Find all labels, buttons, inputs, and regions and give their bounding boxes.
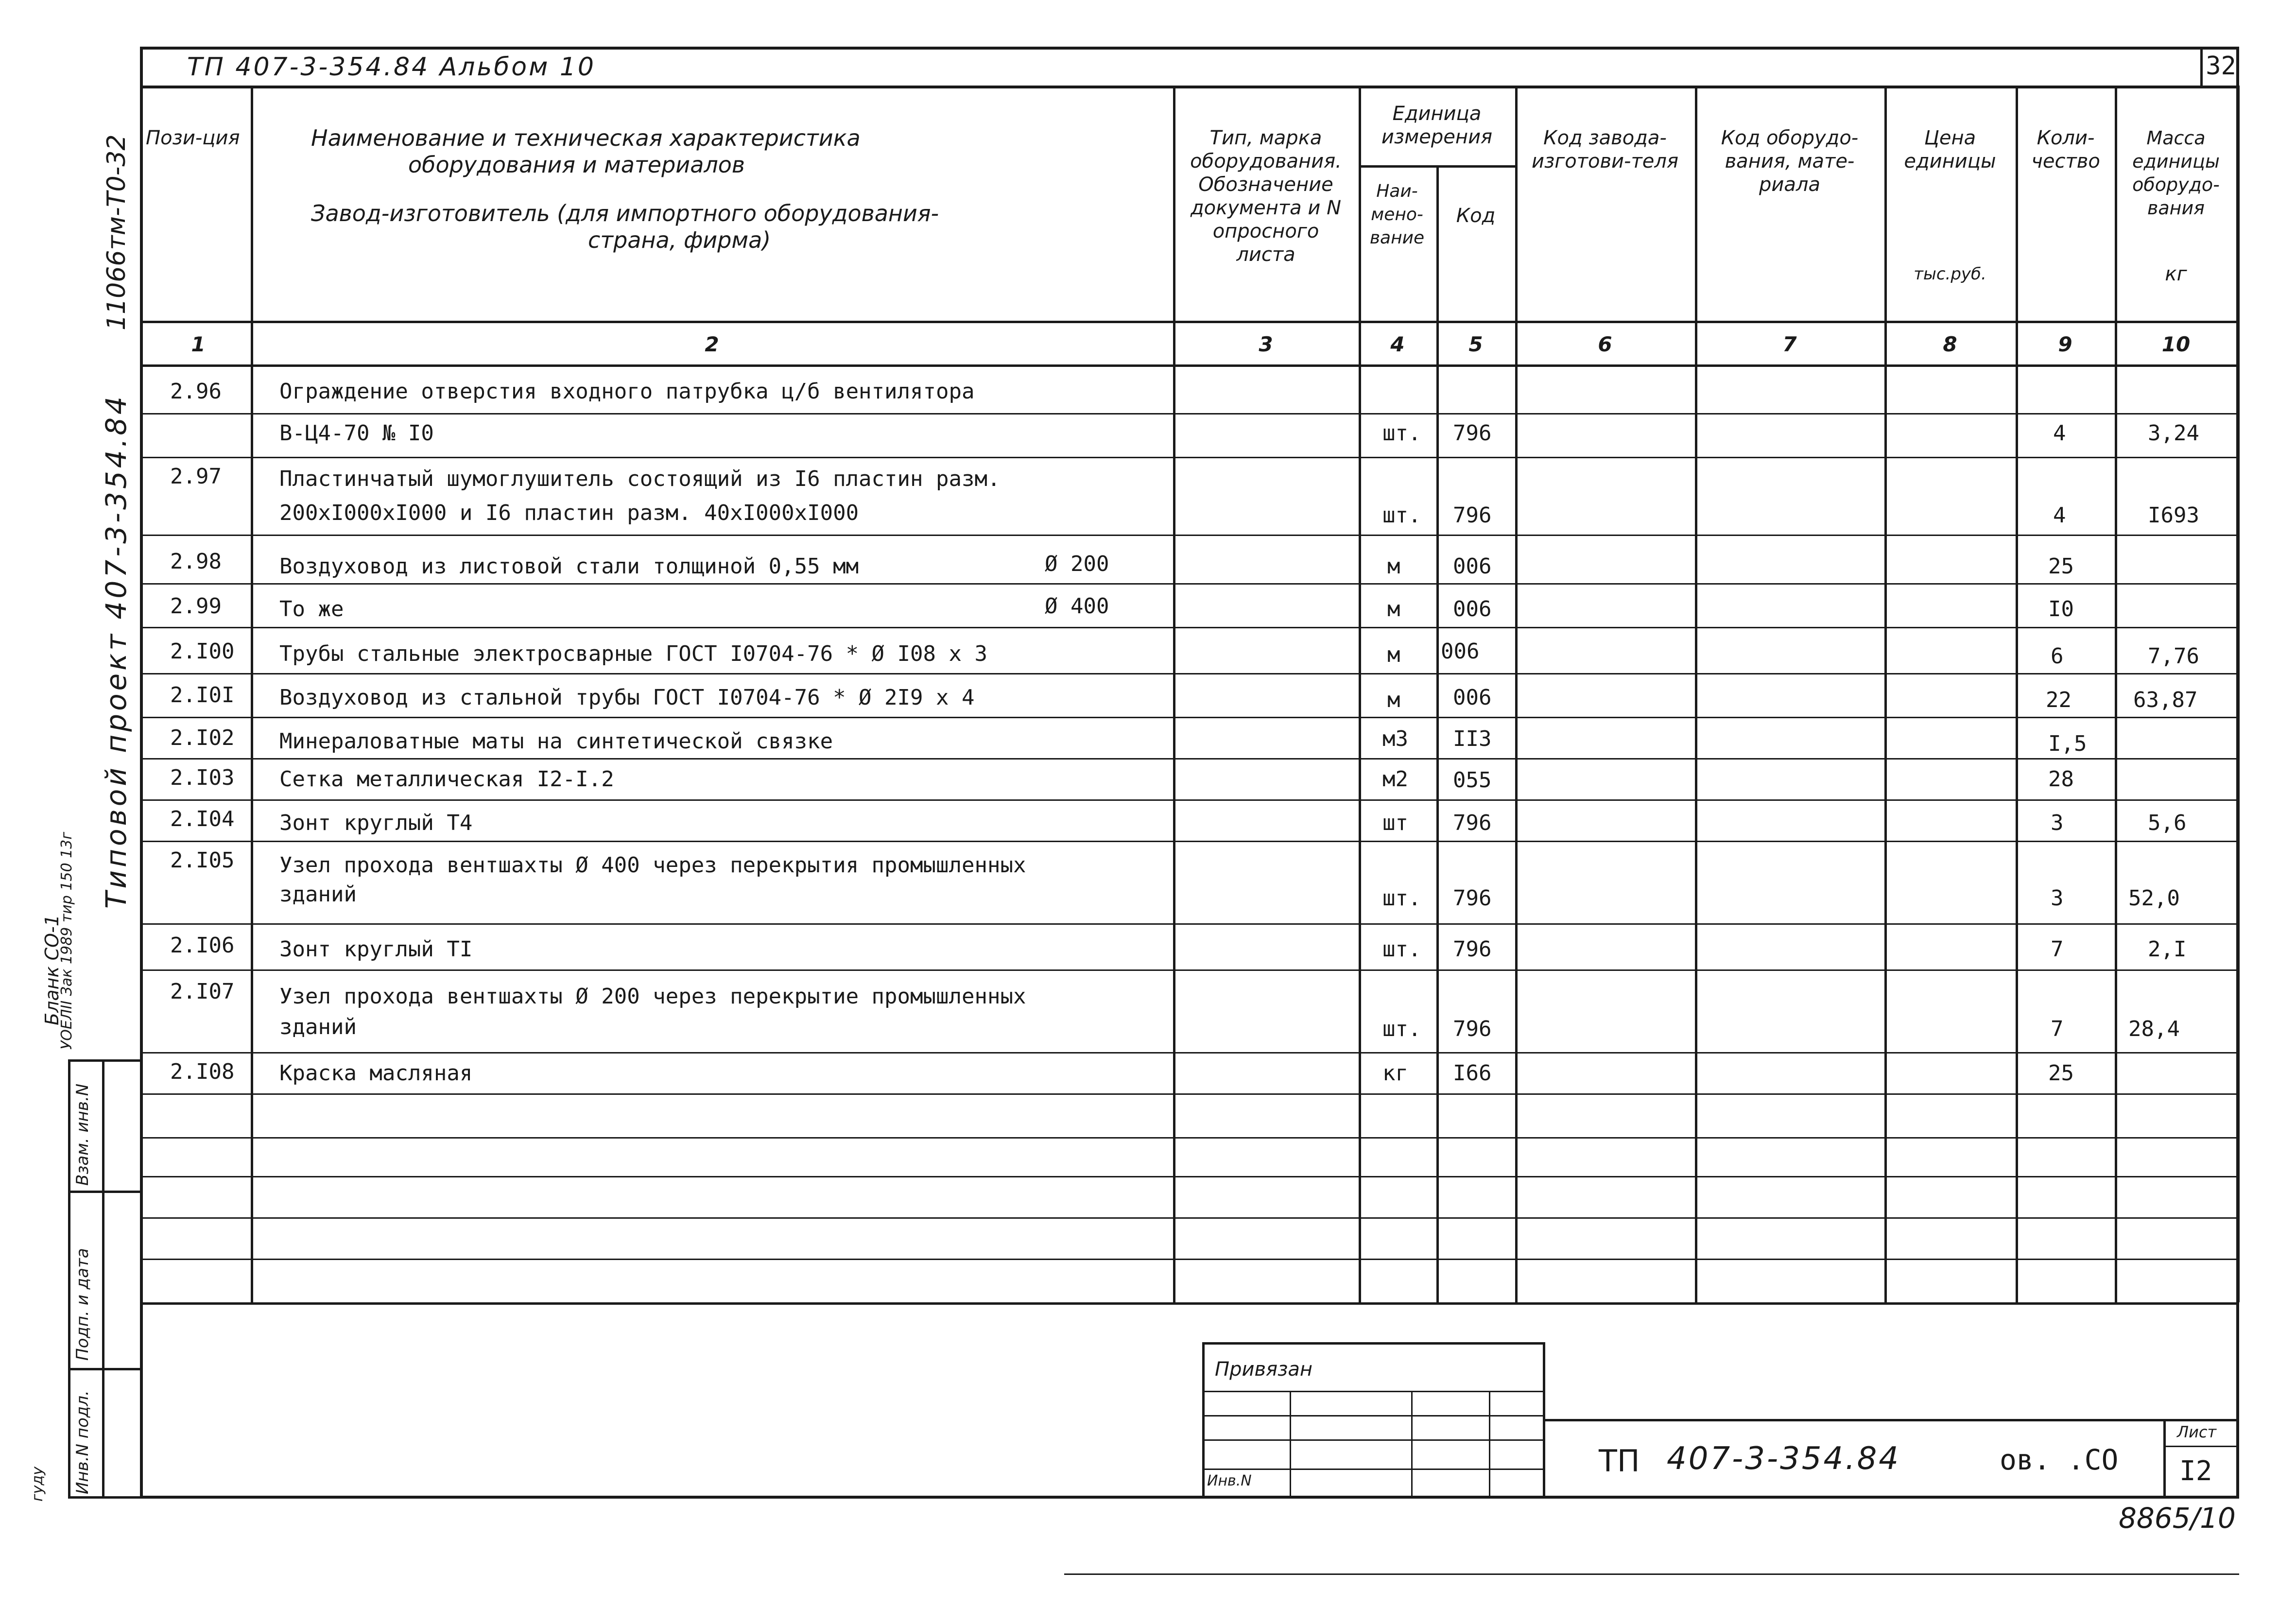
cell-position: 2.I08 [170,1059,235,1084]
cell-unit-code: 006 [1441,639,1480,664]
cell-position: 2.I03 [170,765,235,790]
col-num-10: 10 [2161,332,2191,356]
col-header-price-unit: тыс.руб. [1914,264,1986,284]
sheet-number: I2 [2179,1455,2212,1487]
cell-position: 2.99 [170,594,222,619]
col-num-2: 2 [705,332,719,356]
col-header-name-1: Наименование и техническая характеристика [311,125,861,151]
project-label: Типовой проект 407-3-354.84 [100,394,133,909]
cell-mass: 3,24 [2148,421,2199,446]
col-num-5: 5 [1468,332,1483,356]
cell-quantity: 4 [2053,503,2066,528]
col-header-mass: Масса единицы оборудо-вания [2132,127,2220,219]
cell-unit: шт [1382,811,1408,835]
sheet-label: Лист [2177,1423,2217,1441]
cell-quantity: 22 [2046,688,2072,712]
col-header-mass-unit: кг [2165,263,2187,285]
cell-name: 200xI000xI000 и I6 пластин разм. 40xI000xI000 [279,501,859,525]
document-title: ТП 407-3-354.84 Альбом 10 [187,52,596,82]
cell-name: Узел прохода вентшахты Ø 400 через перекрытия промышленных [279,853,1026,878]
cell-position: 2.I04 [170,807,235,831]
col-header-quantity: Коли-чество [2031,127,2100,173]
cell-name: То же [279,597,344,622]
cell-unit-code: 796 [1453,811,1492,835]
cell-quantity: 4 [2053,421,2066,446]
cell-unit: м [1387,554,1400,579]
cell-mass: 5,6 [2148,811,2187,835]
col-num-6: 6 [1598,332,1612,356]
col-num-3: 3 [1259,332,1273,356]
col-header-factory-code: Код завода-изготови-теля [1531,127,1679,173]
cell-unit: шт. [1382,937,1421,962]
cell-name: Минераловатные маты на синтетической связке [279,729,833,754]
cell-unit: шт. [1382,886,1421,911]
col-num-1: 1 [191,332,206,356]
cell-mass: 52,0 [2128,886,2180,911]
cell-diameter: Ø 400 [1045,594,1109,619]
cell-quantity: 7 [2051,937,2064,962]
cell-position: 2.I07 [170,979,235,1004]
cell-unit: шт. [1382,421,1421,446]
cell-quantity: 3 [2051,886,2064,911]
col-header-price: Цена единицы [1904,127,1996,173]
cell-quantity: 6 [2051,644,2064,669]
stamp-label-podp: Подп. и дата [73,1248,92,1361]
cell-unit-code: 055 [1453,768,1492,793]
cell-quantity: 25 [2048,554,2074,579]
cell-position: 2.I0I [170,683,235,708]
col-header-unit-code: Код [1456,205,1496,227]
cell-position: 2.96 [170,379,222,404]
cell-unit: м3 [1382,726,1408,751]
cell-unit-code: 796 [1453,421,1492,446]
col-num-7: 7 [1782,332,1797,356]
col-header-type: Тип, марка оборудования. Обозначение документа и N опросного листа [1190,127,1342,266]
cell-diameter: Ø 200 [1045,552,1109,576]
cell-name: Краска масляная [279,1061,473,1086]
cell-unit-code: 006 [1453,597,1492,622]
col-header-unit: Единица измерения [1381,103,1493,148]
cell-unit-code: 796 [1453,886,1492,911]
cell-name: Пластинчатый шумоглушитель состоящий из I6 пластин разм. [279,467,1001,491]
cell-mass: I693 [2148,503,2199,528]
cell-position: 2.I00 [170,639,235,664]
cell-quantity: 28 [2048,767,2074,792]
cell-unit: м2 [1382,767,1408,792]
cell-quantity: 3 [2051,811,2064,835]
cell-name: зданий [279,882,357,907]
col-header-name-2: оборудования и материалов [408,152,745,178]
cell-mass: 7,76 [2148,644,2199,669]
cell-name: Зонт круглый Т4 [279,811,473,835]
cell-name: В-Ц4-70 № I0 [279,421,434,446]
cell-unit-code: II3 [1453,726,1492,751]
inventory-label: Инв.N [1207,1472,1252,1489]
stamp-label-vzam: Взам. инв.N [73,1083,92,1186]
cell-unit-code: 006 [1453,554,1492,579]
stamp-label-inv: Инв.N подл. [73,1390,92,1494]
stamp-tp: ТП [1599,1443,1640,1479]
cell-name: Трубы стальные электросварные ГОСТ I0704-76 * Ø I08 x 3 [279,641,987,666]
blank-label: Бланк СО-1 [41,915,63,1025]
cell-unit-code: 796 [1453,503,1492,528]
page-number: 32 [2200,47,2239,86]
stamp-mark: ов. .СО [2000,1443,2119,1476]
archive-number: 8865/10 [2119,1502,2236,1535]
cell-quantity: I0 [2048,597,2074,622]
print-info: УОЕЛII Зак 1989 тир 150 13г [58,831,75,1050]
cell-mass: 2,I [2148,937,2187,962]
cell-name: зданий [279,1015,357,1039]
cell-unit: шт. [1382,503,1421,528]
cell-unit-code: 796 [1453,1017,1492,1041]
cell-quantity: 25 [2048,1061,2074,1086]
cell-name: Зонт круглый ТI [279,937,473,962]
col-header-name-3: Завод-изготовитель (для импортного оборудования- [311,200,939,226]
col-header-name-4: страна, фирма) [588,227,771,253]
cell-name: Узел прохода вентшахты Ø 200 через перекрытие промышленных [279,984,1026,1009]
col-num-4: 4 [1390,332,1405,356]
col-header-unit-name: Наи-мено-вание [1369,181,1425,248]
cell-position: 2.I02 [170,726,235,750]
cell-quantity: 7 [2051,1017,2064,1041]
cell-unit: м [1387,642,1400,667]
doc-code: 11066тм-Т0-32 [102,134,131,330]
cell-position: 2.I06 [170,933,235,958]
stamp-doc-number: 407-3-354.84 [1667,1441,1900,1477]
cell-unit: м [1387,688,1400,712]
cell-unit: шт. [1382,1017,1421,1041]
cell-name: Ограждение отверстия входного патрубка ц/б вентилятора [279,379,975,404]
cell-quantity: I,5 [2048,731,2087,756]
cell-unit: кг [1382,1061,1408,1086]
cell-mass: 63,87 [2133,688,2198,712]
cell-position: 2.I05 [170,848,235,873]
cell-name: Сетка металлическая I2-I.2 [279,767,614,792]
title-line [140,86,2239,88]
col-num-8: 8 [1943,332,1957,356]
cell-unit-code: 006 [1453,685,1492,710]
signature: гуду [29,1466,46,1502]
cell-position: 2.97 [170,464,222,489]
cell-unit-code: 796 [1453,937,1492,962]
cell-unit: м [1387,597,1400,622]
col-header-equipment-code: Код оборудо-вания, мате-риала [1721,127,1859,196]
cell-name: Воздуховод из листовой стали толщиной 0,55 мм [279,554,859,579]
cell-unit-code: I66 [1453,1061,1492,1086]
col-header-position: Пози-ция [146,127,240,149]
col-num-9: 9 [2058,332,2072,356]
cell-position: 2.98 [170,549,222,574]
cell-name: Воздуховод из стальной трубы ГОСТ I0704-76 * Ø 2I9 x 4 [279,685,975,710]
cell-mass: 28,4 [2128,1017,2180,1041]
binding-label: Привязан [1215,1358,1313,1381]
